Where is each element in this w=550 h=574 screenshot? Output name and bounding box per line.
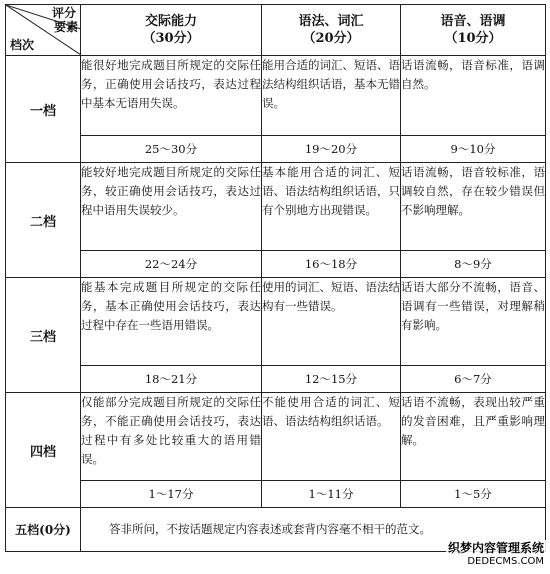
grammar-description: 能用合适的词汇、短语、语法结构组织话语，基本无错误。: [262, 56, 401, 136]
column-header-grammar: [262, 5, 401, 56]
communication-score: 25～30分: [81, 136, 262, 163]
column-points: （10分）: [444, 31, 502, 46]
grammar-description: 不能使用合适的词汇、短语、语法结构组织话语。: [262, 393, 401, 481]
pronunciation-description: 话语流畅，语音标准，语调自然。: [401, 56, 546, 136]
grammar-description: 基本能用合适的词汇、短语、语法结构组织话语，只有个别地方出现错误。: [262, 163, 401, 251]
level-label: 二档: [6, 163, 81, 278]
score-row-4: [6, 481, 546, 508]
level-row-4: [6, 393, 546, 481]
level-label: 四档: [6, 393, 81, 508]
column-title: 语音、语调: [440, 14, 506, 29]
grammar-score: 12～15分: [262, 366, 401, 393]
grammar-score: 19～20分: [262, 136, 401, 163]
grammar-score: 1～11分: [262, 481, 401, 508]
communication-description: 能较好地完成题目所规定的交际任务，较正确使用会话技巧，表达过程中语用失误较少。: [81, 163, 262, 251]
pronunciation-score: 9～10分: [401, 136, 546, 163]
off-topic-description: 答非所问，不按话题规定内容表述或套背内容毫不相干的范文。: [81, 508, 546, 552]
level-label: 五档(0分): [6, 508, 81, 552]
pronunciation-description: 话语大部分不流畅，语音、语调有一些错误，对理解稍有影响。: [401, 278, 546, 366]
level-label: 一档: [6, 56, 81, 163]
communication-score: 22～24分: [81, 251, 262, 278]
watermark-title: 织梦内容管理系统: [447, 541, 544, 555]
communication-score: 1～17分: [81, 481, 262, 508]
column-title: 交际能力: [144, 14, 197, 29]
score-row-3: [6, 366, 546, 393]
score-row-1: [6, 136, 546, 163]
corner-label-level: 档次: [10, 38, 35, 52]
grammar-score: 16～18分: [262, 251, 401, 278]
corner-label-score: 评分: [52, 6, 77, 20]
communication-score: 18～21分: [81, 366, 262, 393]
level-row-2: [6, 163, 546, 251]
header-row: [6, 5, 546, 56]
pronunciation-score: 6～7分: [401, 366, 546, 393]
communication-description: 能很好地完成题目所规定的交际任务，正确使用会话技巧，表达过程中基本无语用失误。: [81, 56, 262, 136]
communication-description: 仅能部分完成题目所规定的交际任务，不能正确使用会话技巧，表达过程中有多处比较重大的语用错误。: [81, 393, 262, 481]
column-header-pronunciation: [401, 5, 546, 56]
corner-header-cell: [6, 5, 81, 56]
column-points: （30分）: [142, 31, 200, 46]
level-label: 三档: [6, 278, 81, 393]
column-title: 语法、词汇: [298, 14, 364, 29]
level-row-1: [6, 56, 546, 136]
column-points: （20分）: [302, 31, 360, 46]
pronunciation-score: 1～5分: [401, 481, 546, 508]
grammar-description: 使用的词汇、短语、语法结构有一些错误。: [262, 278, 401, 366]
communication-description: 能基本完成题目所规定的交际任务，基本正确使用会话技巧，表达过程中存在一些语用错误。: [81, 278, 262, 366]
pronunciation-description: 话语不流畅，表现出较严重的发音困难，且严重影响理解。: [401, 393, 546, 481]
pronunciation-score: 8～9分: [401, 251, 546, 278]
watermark: [446, 540, 546, 570]
column-header-communication: [81, 5, 262, 56]
watermark-url: DEDECMS.COM: [467, 556, 544, 567]
corner-label-element: 要素: [53, 20, 78, 34]
scoring-rubric-table: [5, 4, 546, 552]
level-row-3: [6, 278, 546, 366]
score-row-2: [6, 251, 546, 278]
pronunciation-description: 话语流畅，语音较标准，语调较自然，存在较少错误但不影响理解。: [401, 163, 546, 251]
